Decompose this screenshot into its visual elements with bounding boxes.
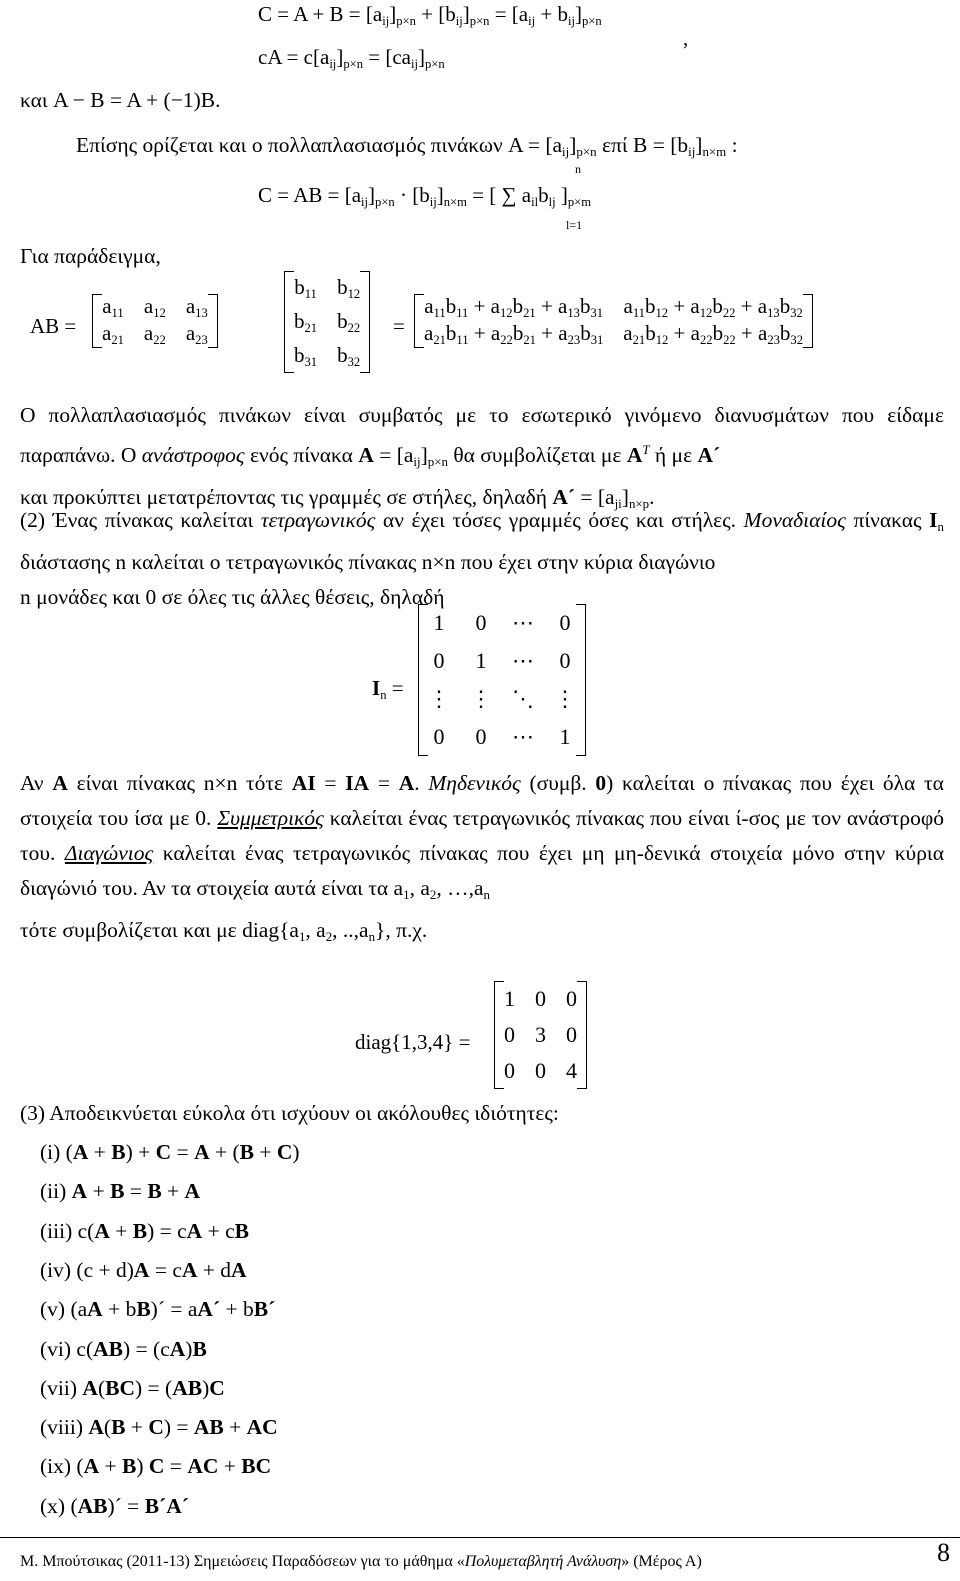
matrix-product-cell: $a_{11}b_{12} + a_{12}b_{22} + a_{13}b_{32}$ — [623, 294, 803, 320]
diag-cell: 0 — [504, 1022, 515, 1047]
matrix-b-row — [284, 271, 370, 305]
sum-definition: $C = A + B = [a_{ij}]_{p\times n} + [b_{ij}]_{p\times n} = [a_{ij} + b_{ij}]_{p\times n}$ — [258, 2, 602, 28]
identity-matrix — [418, 604, 586, 756]
diag-row — [494, 981, 587, 1017]
property-item: (i) (A + B) + C = A + (B + C) — [40, 1140, 300, 1164]
property-item: (viii) A(B + C) = AB + AC — [40, 1415, 278, 1440]
matrix-b-cell: $b_{12}$ — [337, 274, 361, 301]
identity-cell: ⋯ — [512, 724, 534, 749]
identity-cell: 0 — [433, 648, 445, 673]
square-text: (2) Ένας πίνακας καλείται τετραγωνικός αν έχει τόσες γραμμές όσες και στήλες. Μοναδιαίος πίνακας $I_n$ διάστασης n καλείται ο τετραγωνικός πίνακας n×n που έχει στην κύρια διαγώνιο — [20, 508, 944, 574]
diag-cell: 0 — [566, 986, 577, 1011]
diag-cell: 0 — [566, 1022, 577, 1047]
product-intro: Επίσης ορίζεται και ο πολλαπλασιασμός πινάκων $A = [a_{ij}]_{p\times n}$ επί $B = [b_{ij}]_{n\times m}$ : — [76, 133, 738, 159]
matrix-a-cell: $a_{22}$ — [143, 320, 166, 347]
diag-cell: 0 — [504, 1058, 515, 1083]
matrix-a-cell: $a_{23}$ — [185, 320, 208, 347]
diag-cell: 3 — [535, 1022, 546, 1047]
property-item: (vii) A(BC) = (AB)C — [40, 1375, 225, 1400]
identity-cell: 1 — [433, 610, 445, 635]
matrix-b-cell: $b_{22}$ — [337, 308, 361, 335]
diag-cell: 0 — [535, 1058, 546, 1083]
identity-cell: ⋱ — [512, 686, 534, 711]
matrix-a-row — [92, 321, 218, 348]
property-item: (v) (aA + bB)´ = aA´ + bB´ — [40, 1297, 276, 1322]
identity-row — [418, 718, 586, 756]
identity-cell: 0 — [559, 610, 571, 635]
identity-cell: ⋮ — [554, 686, 576, 711]
matrix-a — [92, 294, 218, 348]
square-paragraph — [20, 503, 944, 615]
diag-cell: 4 — [566, 1058, 577, 1083]
identity-cell: ⋯ — [512, 610, 534, 635]
matrix-a-cell: $a_{13}$ — [185, 294, 208, 320]
matrix-b-cell: $b_{11}$ — [294, 274, 317, 301]
matrix-b-row — [284, 339, 370, 373]
property-item: (ii) A + B = B + A — [40, 1179, 201, 1204]
matrix-product-cell: $a_{21}b_{12} + a_{22}b_{22} + a_{23}b_{32}$ — [623, 320, 804, 347]
matrix-a-cell: $a_{21}$ — [102, 320, 124, 347]
footer-citation: Μ. Μπούτσικας (2011-13) Σημειώσεις Παραδόσεων για το μάθημα «Πολυμεταβλητή Ανάλυση» (Μέρος Α) — [20, 1553, 702, 1570]
matrix-b — [284, 271, 370, 373]
identity-lhs: $I_n$ = — [372, 676, 404, 702]
matrix-a-cell: $a_{11}$ — [102, 294, 124, 320]
special-matrices-paragraph — [20, 766, 944, 955]
footer-rule — [0, 1537, 960, 1538]
example-label: Για παράδειγμα, — [20, 244, 161, 268]
scalar-definition: cA = $c[a_{ij}]_{p\times n} = [ca_{ij}]_{p\times n}$ — [258, 45, 445, 71]
identity-cell: ⋯ — [512, 648, 534, 673]
diag-row — [494, 1017, 587, 1053]
diag-cell: 1 — [504, 986, 515, 1011]
identity-cell: 0 — [559, 648, 571, 673]
product-equation: C = AB = $[a_{ij}]_{p\times n} \cdot [b_{ij}]_{n\times m}$ = [ ∑ $a_{il}b_{lj}$ ]$_{p\times m}$ — [258, 183, 592, 209]
diag-lhs: diag{1,3,4} = — [355, 1030, 471, 1054]
identity-row — [418, 680, 586, 718]
example-equals: = — [393, 314, 405, 338]
diag-matrix — [494, 981, 587, 1089]
matrix-product-cell: $a_{21}b_{11} + a_{22}b_{21} + a_{23}b_{31}$ — [424, 320, 604, 347]
matrix-product-cell: $a_{11}b_{11} + a_{12}b_{21} + a_{13}b_{31}$ — [424, 294, 604, 320]
example-lhs: AB = — [30, 314, 77, 338]
matrix-product — [414, 294, 813, 348]
sum-upper-limit: n — [575, 162, 581, 176]
matrix-a-row — [92, 294, 218, 321]
identity-cell: 0 — [475, 610, 487, 635]
page-number: 8 — [937, 1538, 950, 1567]
transpose-text-last: και προκύπτει μετατρέποντας τις γραμμές σε στήλες, δηλαδή A´ = $[a_{ji}]_{n\times p}$. — [20, 485, 655, 511]
difference-line: και A − B = A + (−1)B. — [20, 88, 221, 112]
matrix-b-cell: $b_{31}$ — [294, 342, 318, 369]
property-item: (iii) c(A + B) = cA + cB — [40, 1218, 249, 1243]
identity-cell: 0 — [475, 724, 487, 749]
matrix-a-cell: $a_{12}$ — [143, 294, 166, 320]
identity-row — [418, 604, 586, 642]
property-item: (ix) (A + B) C = AC + BC — [40, 1454, 272, 1479]
square-text-last: n μονάδες και 0 σε όλες τις άλλες θέσεις, δηλαδή — [20, 584, 445, 609]
identity-row — [418, 642, 586, 680]
special-matrices-text: Αν A είναι πίνακας n×n τότε AI = IA = A. Μηδενικός (συμβ. 0) καλείται ο πίνακας που έχει όλα τα στοιχεία του ίσα με 0. Συμμετρικός καλείται ένας τετραγωνικός πίνακας που είναι ί-σος με τον ανάστροφό του. Διαγώνιος καλείται ένας τετραγωνικός πίνακας που έχει μη μη-δενικά στοιχεία μόνο στην κύρια διαγώνιό του. Αν τα στοιχεία αυτά είναι τα $a_1$, $a_2$, $\dots,a_n$ — [20, 771, 944, 902]
sum-lower-limit: l=1 — [566, 218, 583, 232]
property-item: (iv) (c + d)A = cA + dA — [40, 1257, 247, 1282]
diag-row — [494, 1053, 587, 1089]
matrix-b-row — [284, 305, 370, 339]
property-item: (vi) c(AB) = (cA)B — [40, 1336, 207, 1361]
identity-cell: ⋮ — [470, 686, 492, 711]
identity-cell: ⋮ — [428, 686, 450, 711]
identity-cell: 0 — [433, 724, 445, 749]
diag-cell: 0 — [535, 986, 546, 1011]
identity-cell: 1 — [559, 724, 571, 749]
matrix-b-cell: $b_{32}$ — [337, 342, 361, 369]
matrix-product-row — [414, 321, 813, 348]
matrix-b-cell: $b_{21}$ — [294, 308, 318, 335]
matrix-product-row — [414, 294, 813, 321]
identity-cell: 1 — [475, 648, 487, 673]
properties-intro: (3) Αποδεικνύεται εύκολα ότι ισχύουν οι ακόλουθες ιδιότητες: — [20, 1101, 559, 1125]
transpose-text: Ο πολλαπλασιασμός πινάκων είναι συμβατός με το εσωτερικό γινόμενο διανυσμάτων που είδαμε παραπάνω. Ο ανάστροφος ενός πίνακα $A = [a_{ij}]_{p\times n}$ θα συμβολίζεται με $A^T$ ή με A´ — [20, 403, 944, 470]
special-matrices-text-last: τότε συμβολίζεται και με $diag\{a_1$, $a_2$, $..,a_n$}, π.χ. — [20, 917, 428, 944]
property-item: (x) (AB)´ = B´A´ — [40, 1493, 189, 1518]
comma: , — [683, 26, 689, 50]
